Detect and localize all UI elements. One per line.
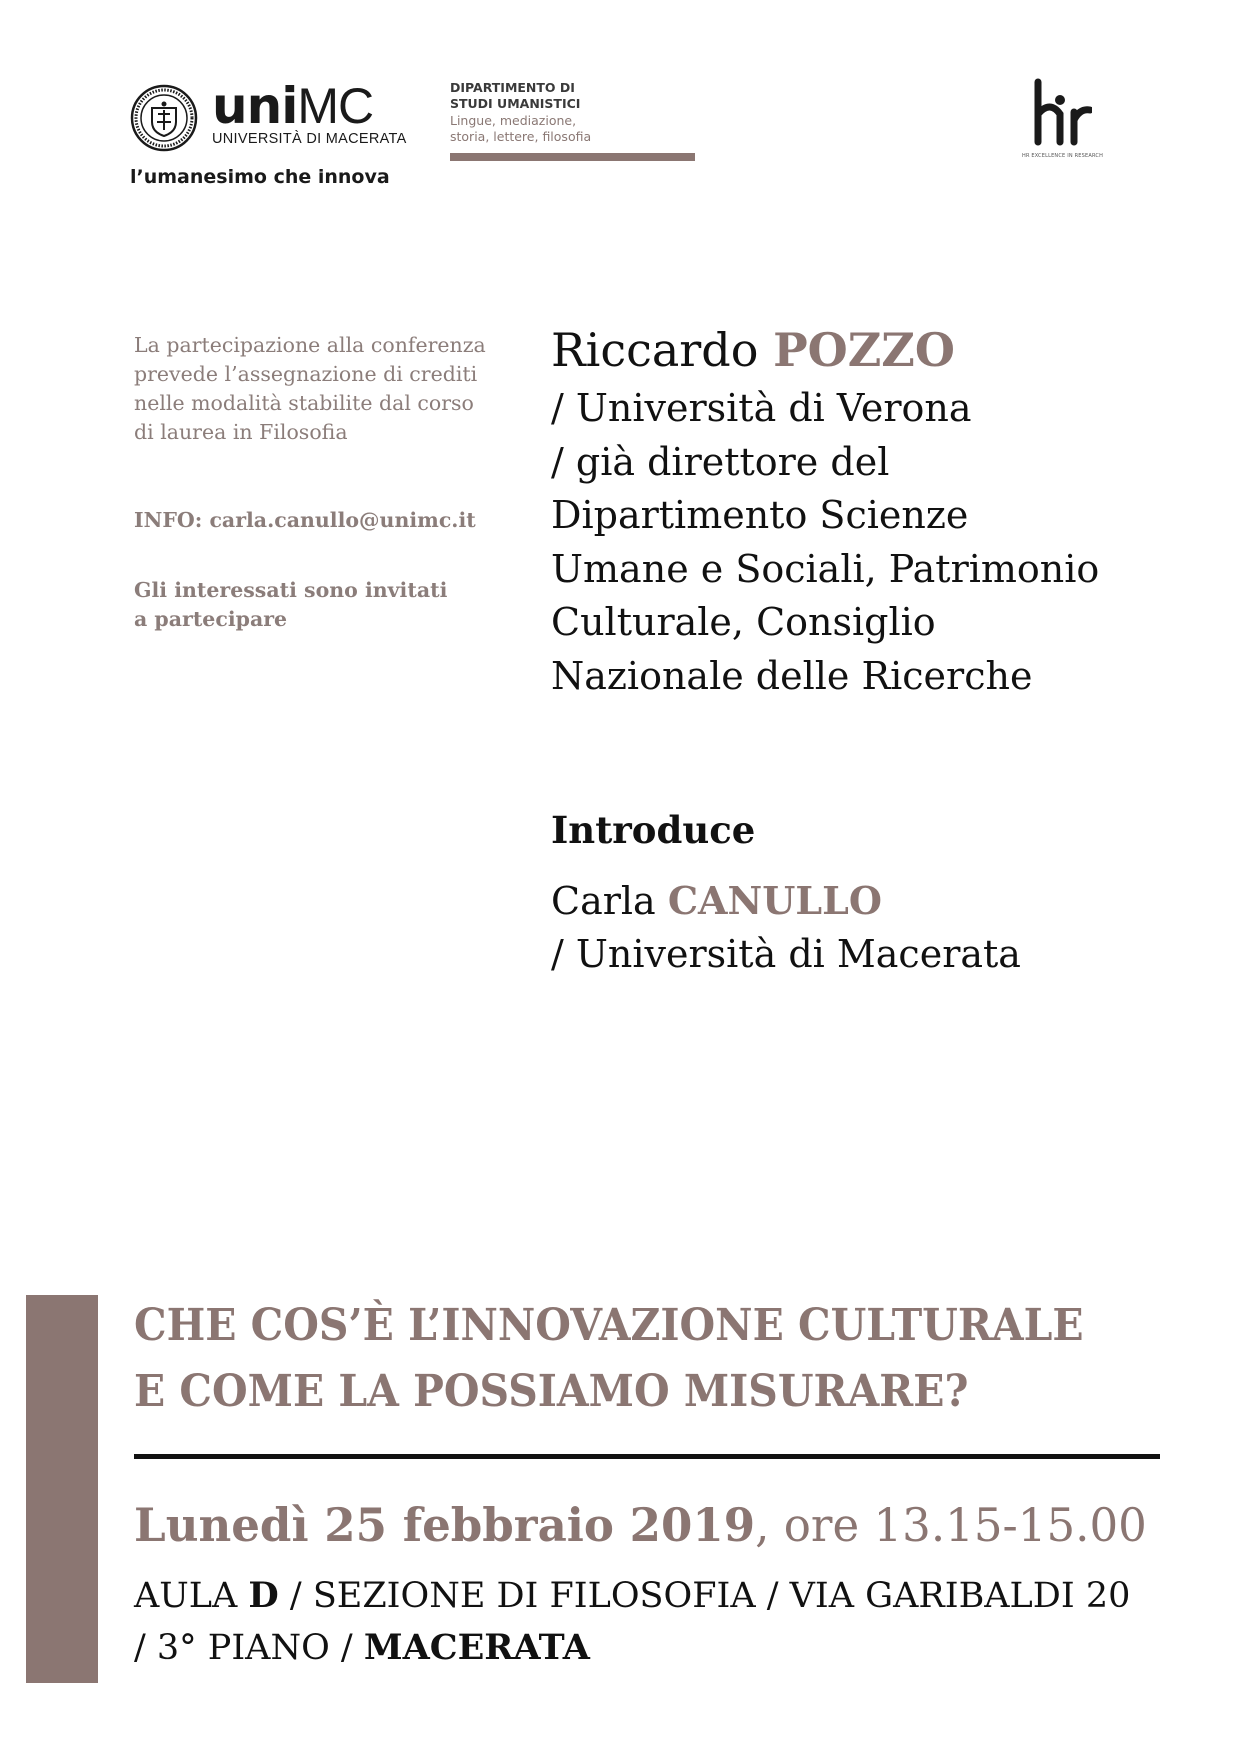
event-accent-bar: [26, 1295, 98, 1683]
department-subtitle-line: Lingue, mediazione,: [450, 113, 577, 128]
speaker-first-name: Riccardo: [551, 323, 759, 377]
introduction-label: Introduce: [551, 808, 756, 852]
event-title-line: E COME LA POSSIAMO MISURARE?: [134, 1366, 969, 1417]
introducer-affiliation: / Università di Macerata: [551, 932, 1021, 976]
affiliation-line: / già direttore del: [551, 439, 890, 484]
introducer-surname: CANULLO: [667, 878, 882, 923]
university-seal-logo: [130, 84, 198, 152]
contact-info: INFO: carla.canullo@unimc.it: [134, 508, 476, 532]
department-title: [450, 80, 580, 112]
hr-excellence-logo: [1030, 78, 1092, 150]
department-title-line: DIPARTIMENTO DI: [450, 80, 575, 95]
hr-caption: HR EXCELLENCE IN RESEARCH: [1022, 153, 1104, 159]
department-subtitle-line: storia, lettere, filosofia: [450, 129, 592, 144]
brand-wordmark: uniMC: [212, 77, 374, 135]
event-datetime: [134, 1498, 1147, 1552]
event-time: , ore 13.15-15.00: [755, 1498, 1147, 1552]
venue-line-1: AULA D / SEZIONE DI FILOSOFIA / VIA GARIBALDI 20: [134, 1575, 1131, 1616]
affiliation-line: Dipartimento Scienze: [551, 493, 969, 537]
venue-line-2: / 3° PIANO / MACERATA: [134, 1627, 590, 1668]
speaker-surname: POZZO: [773, 323, 955, 377]
speaker-name: [551, 320, 955, 380]
department-title-line: STUDI UMANISTICI: [450, 96, 581, 111]
credits-note: La partecipazione alla conferenza prevede l’assegnazione di crediti nelle modalità stabilite dal corso di laurea in Filosofia: [134, 333, 486, 444]
event-venue: [134, 1570, 1130, 1674]
event-title-line: CHE COS’È L’INNOVAZIONE CULTURALE: [134, 1300, 1084, 1351]
invitation-note: Gli interessati sono invitati a partecipare: [134, 578, 448, 631]
event-title: [134, 1293, 1084, 1425]
introducer-first-name: Carla: [551, 879, 656, 923]
affiliation-line: Umane e Sociali, Patrimonio: [551, 546, 1100, 591]
introducer-name: [551, 874, 882, 929]
department-accent-bar: [450, 153, 695, 161]
university-name: UNIVERSITÀ DI MACERATA: [212, 131, 407, 147]
affiliation-line: Nazionale delle Ricerche: [551, 653, 1033, 698]
affiliation-line: Culturale, Consiglio: [551, 600, 936, 644]
title-divider: [134, 1454, 1160, 1459]
affiliation-line: / Università di Verona: [551, 386, 972, 430]
university-tagline: l’umanesimo che innova: [130, 166, 390, 188]
speaker-affiliation: [551, 382, 1099, 703]
department-subtitle: [450, 113, 591, 145]
event-date: Lunedì 25 febbraio 2019: [134, 1498, 756, 1552]
